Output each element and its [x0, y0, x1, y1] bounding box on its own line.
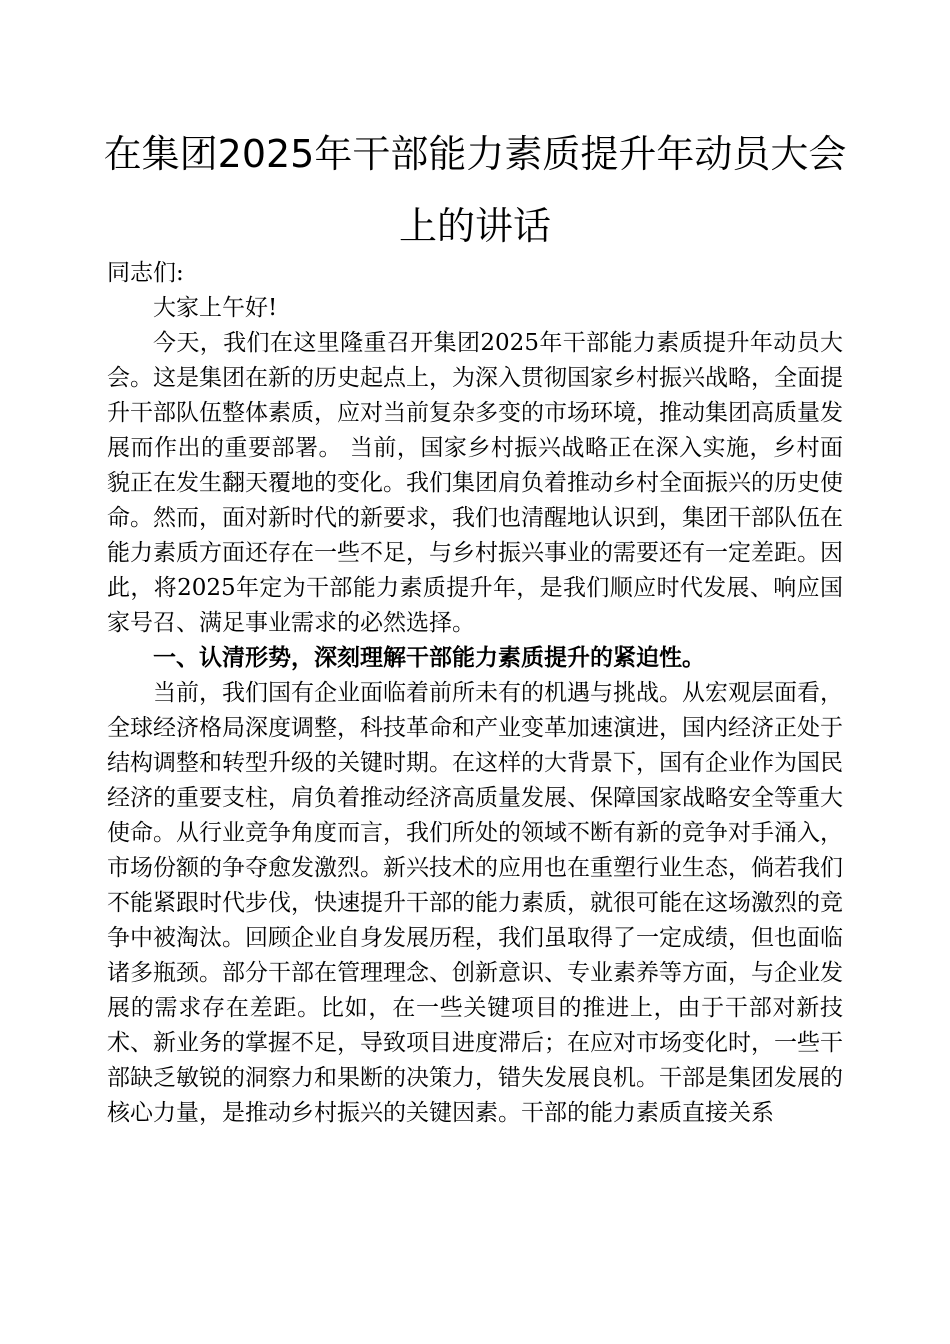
- paragraph: 今天，我们在这里隆重召开集团2025年干部能力素质提升年动员大会。这是集团在新的历史起点上，为深入贯彻国家乡村振兴战略，全面提升干部队伍整体素质，应对当前复杂多变的市场环境，推动集团高质量发展而作出的重要部署。 当前，国家乡村振兴战略正在深入实施，乡村面貌正在发生翻天覆地的变化。我们集团肩负着推动乡村全面振兴的历史使命。然而，面对新时代的新要求，我们也清醒地认识到，集团干部队伍在能力素质方面还存在一些不足，与乡村振兴事业的需要还有一定差距。因此，将2025年定为干部能力素质提升年，是我们顺应时代发展、响应国家号召、满足事业需求的必然选择。: [107, 330, 843, 636]
- paragraph: 当前，我们国有企业面临着前所未有的机遇与挑战。从宏观层面看，全球经济格局深度调整，科技革命和产业变革加速演进，国内经济正处于结构调整和转型升级的关键时期。在这样的大背景下，国有企业作为国民经济的重要支柱，肩负着推动经济高质量发展、保障国家战略安全等重大使命。从行业竞争角度而言，我们所处的领域不断有新的竞争对手涌入，市场份额的争夺愈发激烈。新兴技术的应用也在重塑行业生态，倘若我们不能紧跟时代步伐，快速提升干部的能力素质，就很可能在这场激烈的竞争中被淘汰。回顾企业自身发展历程，我们虽取得了一定成绩，但也面临诸多瓶颈。部分干部在管理理念、创新意识、专业素养等方面，与企业发展的需求存在差距。比如，在一些关键项目的推进上，由于干部对新技术、新业务的掌握不足，导致项目进度滞后；在应对市场变化时，一些干部缺乏敏锐的洞察力和果断的决策力，错失发展良机。干部是集团发展的核心力量，是推动乡村振兴的关键因素。干部的能力素质直接关系: [107, 680, 843, 1126]
- document-body: [107, 256, 843, 1131]
- salutation: 同志们:: [107, 260, 184, 286]
- section-heading: 一、认清形势，深刻理解干部能力素质提升的紧迫性。: [153, 645, 705, 671]
- document-title: 在集团2025年干部能力素质提升年动员大会上的讲话: [103, 132, 847, 248]
- greeting: 大家上午好!: [153, 295, 278, 321]
